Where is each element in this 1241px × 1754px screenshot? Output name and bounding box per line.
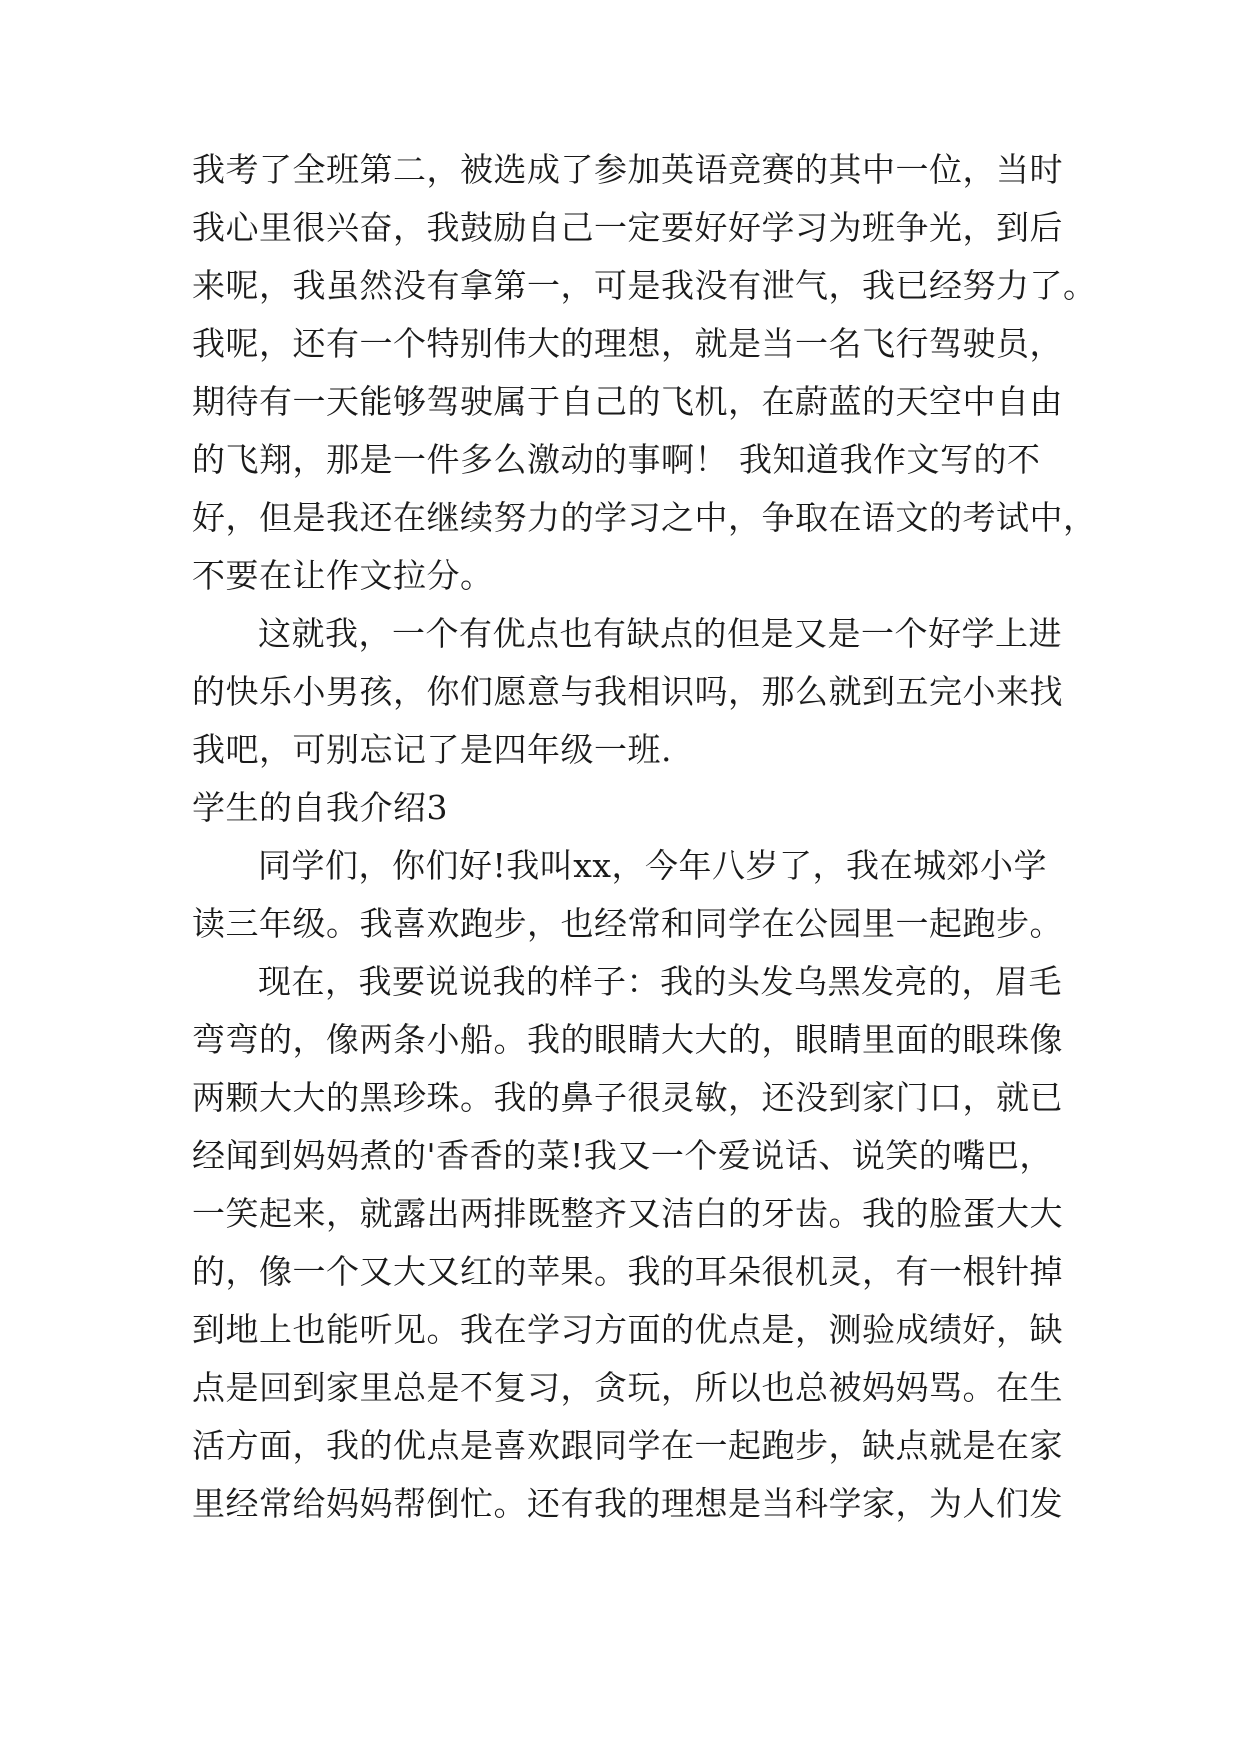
text-line: 来呢，我虽然没有拿第一，可是我没有泄气，我已经努力了。: [192, 266, 1097, 305]
text-line: 经闻到妈妈煮的'香香的菜!我又一个爱说话、说笑的嘴巴，: [192, 1136, 1053, 1175]
text-line: 两颗大大的黑珍珠。我的鼻子很灵敏，还没到家门口，就已: [192, 1078, 1063, 1117]
text-line: 的，像一个又大又红的苹果。我的耳朵很机灵，有一根针掉: [192, 1252, 1063, 1291]
text-line: 的快乐小男孩，你们愿意与我相识吗，那么就到五完小来找: [192, 672, 1063, 711]
text-line: 我呢，还有一个特别伟大的理想，就是当一名飞行驾驶员，: [192, 324, 1063, 363]
text-line: 读三年级。我喜欢跑步，也经常和同学在公园里一起跑步。: [192, 904, 1063, 943]
text-line: 到地上也能听见。我在学习方面的优点是，测验成绩好，缺: [192, 1310, 1063, 1349]
paragraph-start-line: 现在，我要说说我的样子：我的头发乌黑发亮的，眉毛: [258, 962, 1062, 1001]
section-heading: 学生的自我介绍3: [192, 788, 448, 827]
paragraph-start-line: 这就我，一个有优点也有缺点的但是又是一个好学上进: [258, 614, 1062, 653]
text-line: 点是回到家里总是不复习，贪玩，所以也总被妈妈骂。在生: [192, 1368, 1063, 1407]
text-line: 我心里很兴奋，我鼓励自己一定要好好学习为班争光，到后: [192, 208, 1063, 247]
text-line: 弯弯的，像两条小船。我的眼睛大大的，眼睛里面的眼珠像: [192, 1020, 1063, 1059]
text-line: 的飞翔，那是一件多么激动的事啊！ 我知道我作文写的不: [192, 440, 1041, 479]
text-line: 我考了全班第二，被选成了参加英语竞赛的其中一位，当时: [192, 150, 1063, 189]
text-line: 期待有一天能够驾驶属于自己的飞机，在蔚蓝的天空中自由: [192, 382, 1063, 421]
text-line: 我吧，可别忘记了是四年级一班.: [192, 730, 672, 769]
text-line: 一笑起来，就露出两排既整齐又洁白的牙齿。我的脸蛋大大: [192, 1194, 1063, 1233]
text-line: 好，但是我还在继续努力的学习之中，争取在语文的考试中，: [192, 498, 1097, 537]
text-line: 里经常给妈妈帮倒忙。还有我的理想是当科学家，为人们发: [192, 1484, 1063, 1523]
text-line: 活方面，我的优点是喜欢跟同学在一起跑步，缺点就是在家: [192, 1426, 1063, 1465]
text-line: 不要在让作文拉分。: [192, 556, 494, 595]
paragraph-start-line: 同学们，你们好!我叫xx，今年八岁了，我在城郊小学: [258, 846, 1047, 885]
